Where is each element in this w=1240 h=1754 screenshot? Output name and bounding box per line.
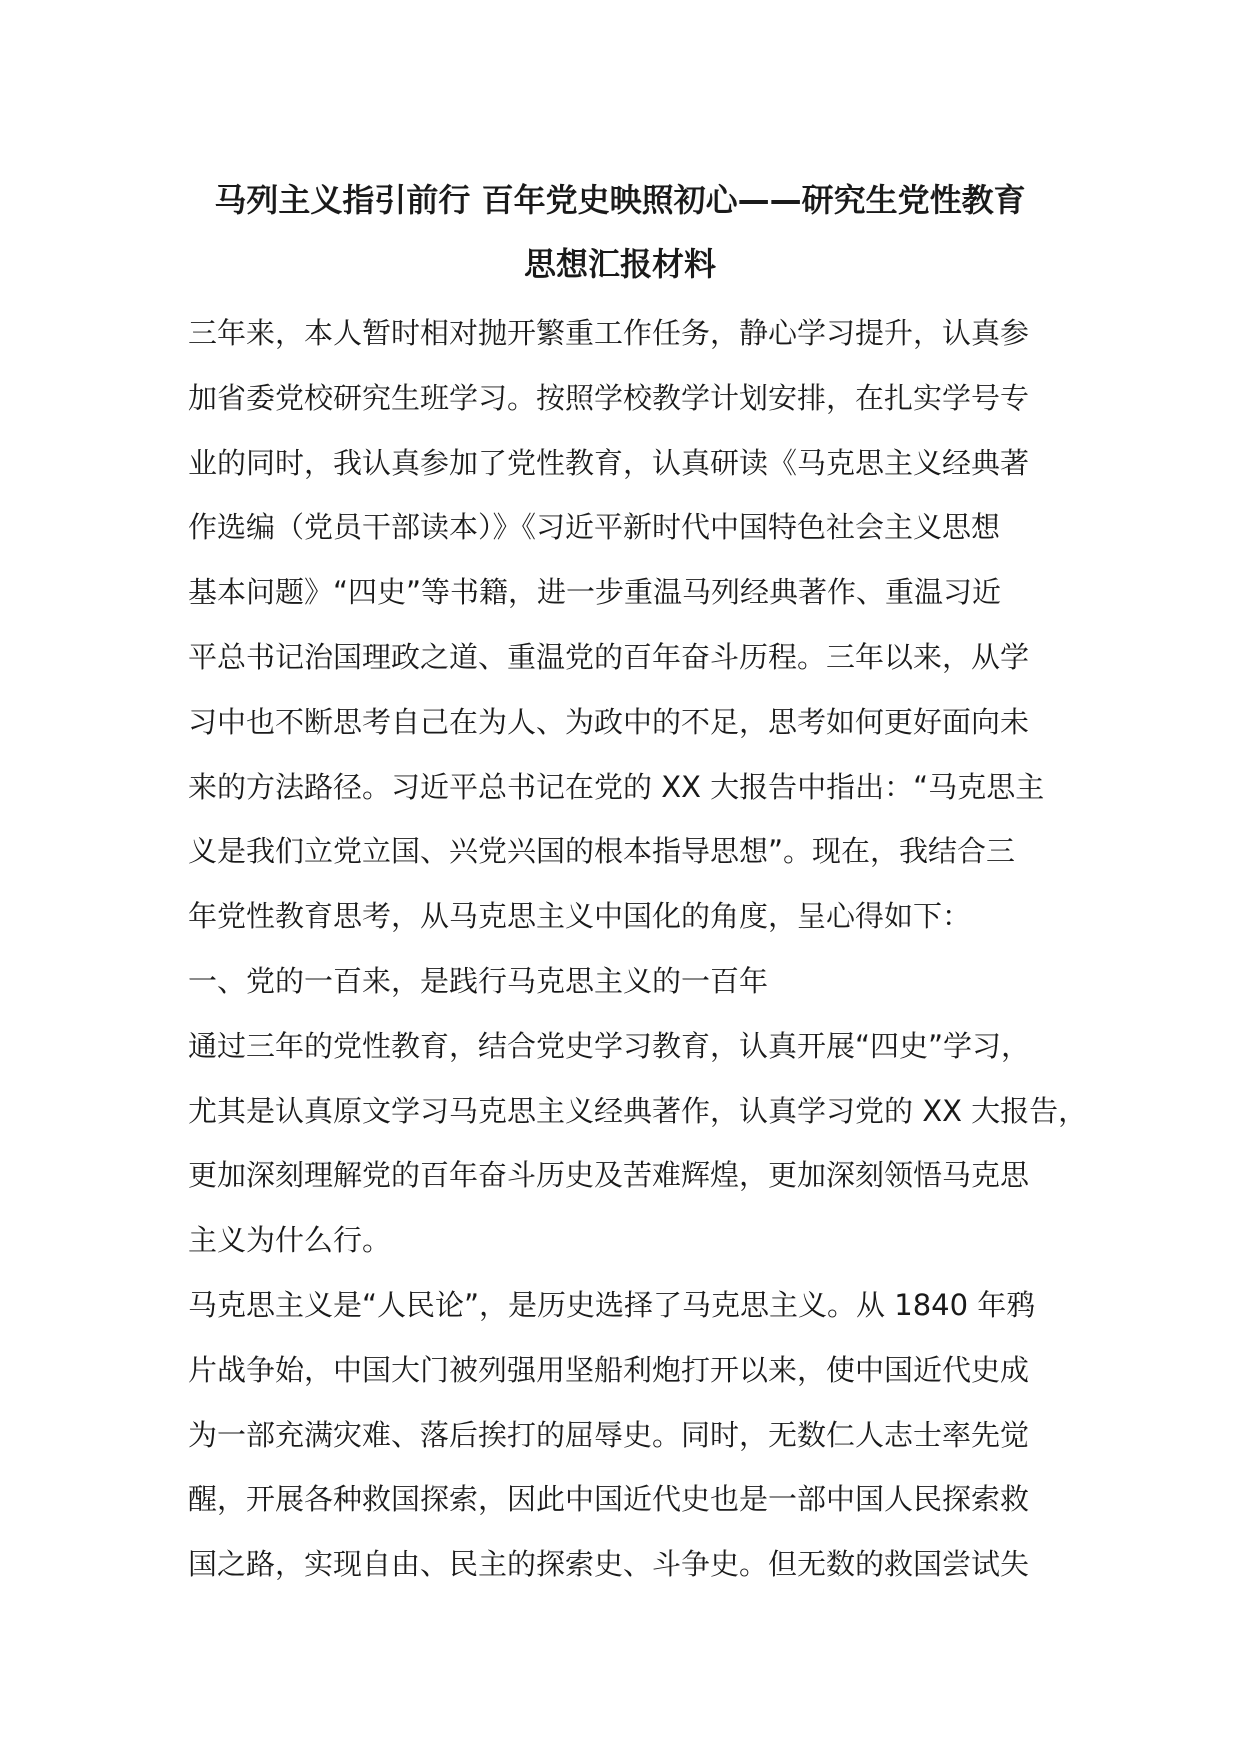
body-line: 片战争始，中国大门被列强用坚船利炮打开以来，使中国近代史成 [188,1352,1030,1387]
body-line: 醒，开展各种救国探索，因此中国近代史也是一部中国人民探索救 [188,1482,1030,1517]
body-line: 主义为什么行。 [188,1223,392,1258]
body-line: 义是我们立党立国、兴党兴国的根本指导思想”。现在，我结合三 [188,834,1016,869]
document-title [150,168,1090,296]
title-line: 思想汇报材料 [523,245,716,283]
body-line: 来的方法路径。习近平总书记在党的 XX 大报告中指出：“马克思主 [188,769,1045,804]
body-line: 通过三年的党性教育，结合党史学习教育，认真开展“四史”学习， [188,1028,1031,1063]
body-line: 习中也不断思考自己在为人、为政中的不足，思考如何更好面向未 [188,704,1030,739]
body-line: 三年来，本人暂时相对抛开繁重工作任务，静心学习提升，认真参 [188,316,1030,350]
body-line: 国之路，实现自由、民主的探索史、斗争史。但无数的救国尝试失 [188,1547,1030,1582]
body-line: 基本问题》“四史”等书籍，进一步重温马列经典著作、重温习近 [188,575,1002,610]
body-line: 业的同时，我认真参加了党性教育，认真研读《马克思主义经典著 [188,445,1030,480]
title-line: 马列主义指引前行 百年党史映照初心——研究生党性教育 [214,181,1026,219]
body-line: 为一部充满灾难、落后挨打的屈辱史。同时，无数仁人志士率先觉 [188,1417,1030,1452]
body-line: 加省委党校研究生班学习。按照学校教学计划安排，在扎实学号专 [188,380,1030,415]
body-line: 平总书记治国理政之道、重温党的百年奋斗历程。三年以来，从学 [188,639,1030,674]
body-line: 作选编（党员干部读本）》《习近平新时代中国特色社会主义思想 [188,510,1001,545]
section-heading: 一、党的一百来，是践行马克思主义的一百年 [188,963,769,998]
document-body [188,301,1088,1597]
body-line: 尤其是认真原文学习马克思主义经典著作，认真学习党的 XX 大报告， [188,1093,1088,1128]
body-line: 马克思主义是“人民论”，是历史选择了马克思主义。从 1840 年鸦 [188,1287,1036,1322]
body-line: 更加深刻理解党的百年奋斗历史及苦难辉煌，更加深刻领悟马克思 [188,1158,1030,1193]
body-line: 年党性教育思考，从马克思主义中国化的角度，呈心得如下： [188,899,972,934]
